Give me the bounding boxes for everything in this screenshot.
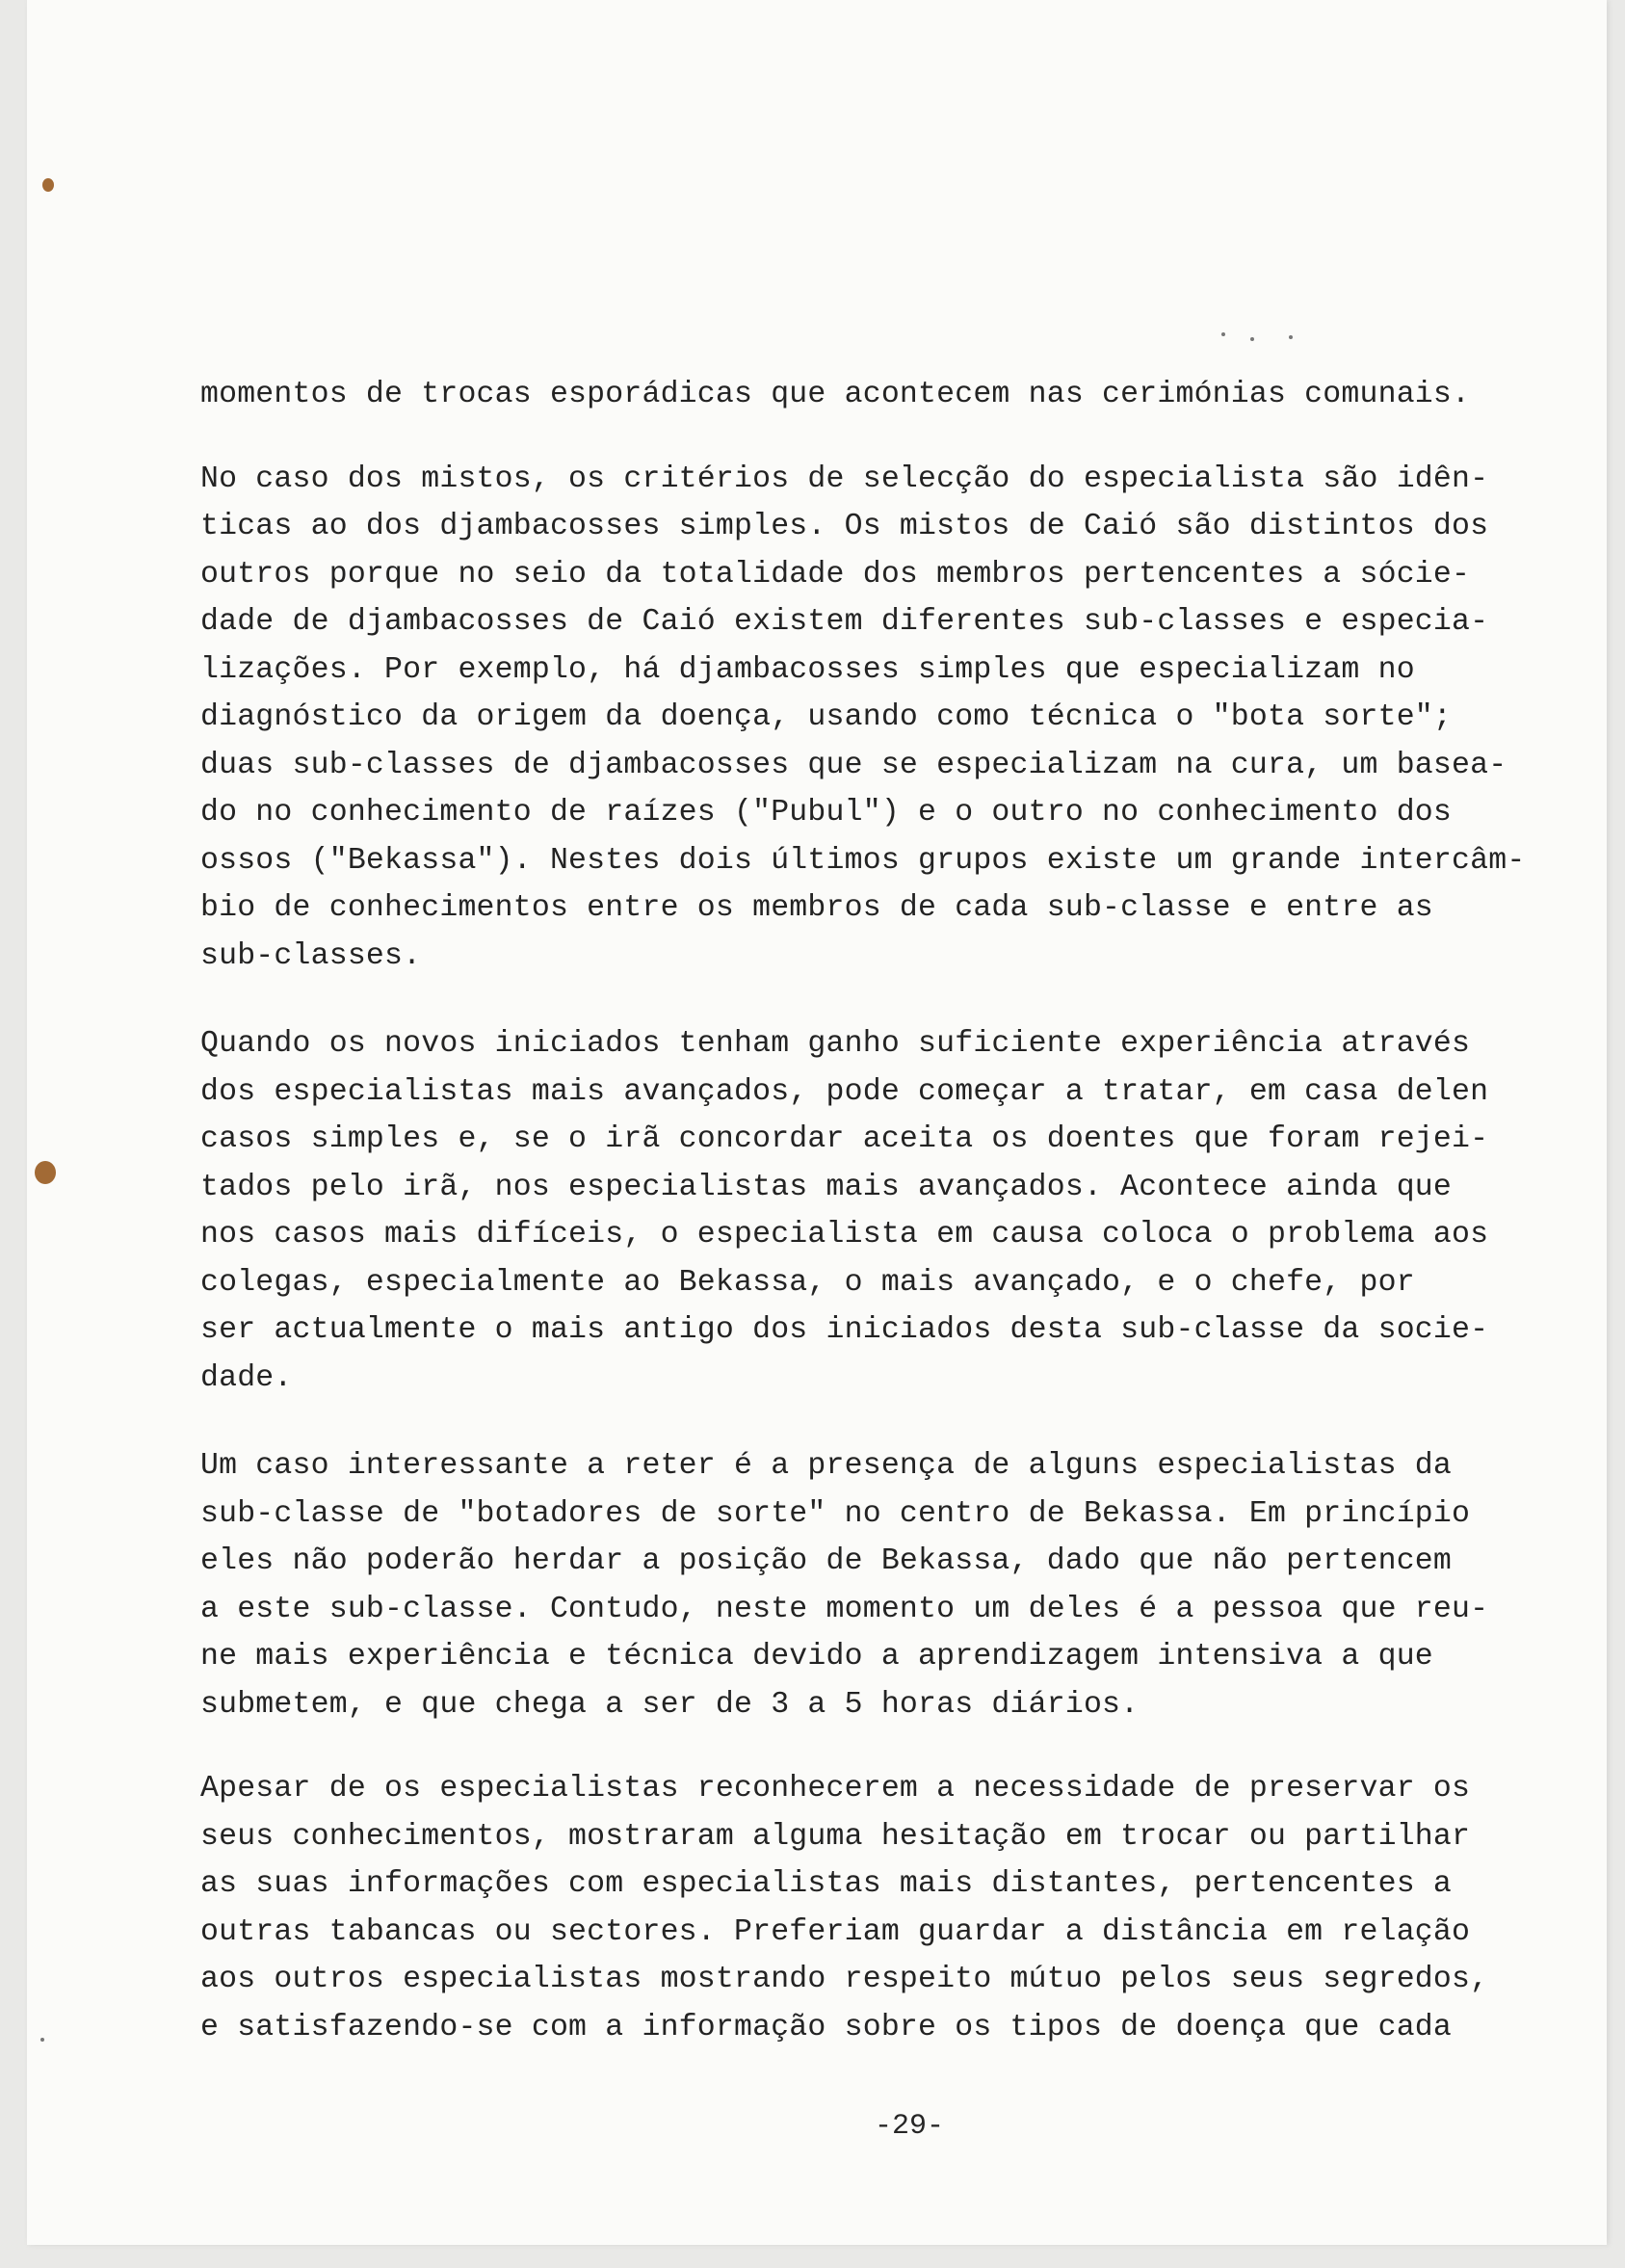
text-line: momentos de trocas esporádicas que acontecem nas cerimónias comunais. bbox=[200, 378, 1471, 411]
text-line: No caso dos mistos, os critérios de selecção do especialista são idên- bbox=[200, 462, 1489, 496]
body-text bbox=[200, 371, 1568, 2051]
text-line: ossos ("Bekassa"). Nestes dois últimos grupos existe um grande intercâm- bbox=[200, 843, 1526, 878]
text-line: lizações. Por exemplo, há djambacosses simples que especializam no bbox=[200, 652, 1415, 687]
text-line: Apesar de os especialistas reconhecerem a necessidade de preservar os bbox=[200, 1772, 1471, 1806]
text-line: colegas, especialmente ao Bekassa, o mais avançado, e o chefe, por bbox=[200, 1265, 1415, 1300]
text-line: bio de conhecimentos entre os membros de cada sub-classe e entre as bbox=[200, 891, 1433, 925]
text-line: e satisfazendo-se com a informação sobre os tipos de doença que cada bbox=[200, 2010, 1453, 2044]
punch-hole-mark bbox=[42, 178, 54, 192]
text-line: sub-classes. bbox=[200, 938, 422, 973]
text-line: do no conhecimento de raízes ("Pubul") e o outro no conhecimento dos bbox=[200, 796, 1453, 830]
text-line: aos outros especialistas mostrando respeito mútuo pelos seus segredos, bbox=[200, 1963, 1489, 1996]
text-line: a este sub-classe. Contudo, neste momento um deles é a pessoa que reu- bbox=[200, 1592, 1489, 1626]
paper-speck bbox=[1221, 332, 1225, 336]
text-line: as suas informações com especialistas mais distantes, pertencentes a bbox=[200, 1867, 1453, 1901]
text-line: outras tabancas ou sectores. Preferiam guardar a distância em relação bbox=[200, 1914, 1471, 1949]
text-line: dos especialistas mais avançados, pode começar a tratar, em casa delen bbox=[200, 1074, 1489, 1109]
text-line: outros porque no seio da totalidade dos membros pertencentes a sócie- bbox=[200, 557, 1471, 592]
text-line: eles não poderão herdar a posição de Bekassa, dado que não pertencem bbox=[200, 1544, 1453, 1578]
text-line: seus conhecimentos, mostraram alguma hesitação em trocar ou partilhar bbox=[200, 1819, 1471, 1854]
text-line: sub-classe de "botadores de sorte" no centro de Bekassa. Em princípio bbox=[200, 1496, 1471, 1531]
paragraph-3 bbox=[200, 1020, 1568, 1402]
document-page bbox=[27, 0, 1607, 2245]
paragraph-1 bbox=[200, 371, 1568, 419]
punch-hole-mark bbox=[35, 1161, 56, 1184]
text-line: submetem, e que chega a ser de 3 a 5 horas diários. bbox=[200, 1687, 1140, 1722]
paragraph-2 bbox=[200, 456, 1568, 981]
paper-speck bbox=[1289, 335, 1293, 339]
text-line: dade. bbox=[200, 1360, 293, 1395]
page-number: -29- bbox=[875, 2110, 945, 2143]
text-line: dade de djambacosses de Caió existem diferentes sub-classes e especia- bbox=[200, 605, 1489, 639]
text-line: tados pelo irã, nos especialistas mais avançados. Acontece ainda que bbox=[200, 1170, 1453, 1204]
text-line: ne mais experiência e técnica devido a aprendizagem intensiva a que bbox=[200, 1640, 1433, 1674]
paper-speck bbox=[40, 2038, 44, 2042]
text-line: casos simples e, se o irã concordar aceita os doentes que foram rejei- bbox=[200, 1122, 1489, 1156]
text-line: nos casos mais difíceis, o especialista em causa coloca o problema aos bbox=[200, 1218, 1489, 1252]
paper-speck bbox=[1250, 337, 1254, 341]
text-line: diagnóstico da origem da doença, usando como técnica o "bota sorte"; bbox=[200, 700, 1453, 734]
text-line: Um caso interessante a reter é a presença de alguns especialistas da bbox=[200, 1449, 1453, 1483]
text-line: Quando os novos iniciados tenham ganho suficiente experiência através bbox=[200, 1027, 1471, 1061]
paragraph-4 bbox=[200, 1442, 1568, 1728]
text-line: duas sub-classes de djambacosses que se especializam na cura, um basea- bbox=[200, 748, 1507, 782]
text-line: ticas ao dos djambacosses simples. Os mistos de Caió são distintos dos bbox=[200, 510, 1489, 543]
paragraph-5 bbox=[200, 1765, 1568, 2051]
text-line: ser actualmente o mais antigo dos iniciados desta sub-classe da socie- bbox=[200, 1313, 1489, 1347]
